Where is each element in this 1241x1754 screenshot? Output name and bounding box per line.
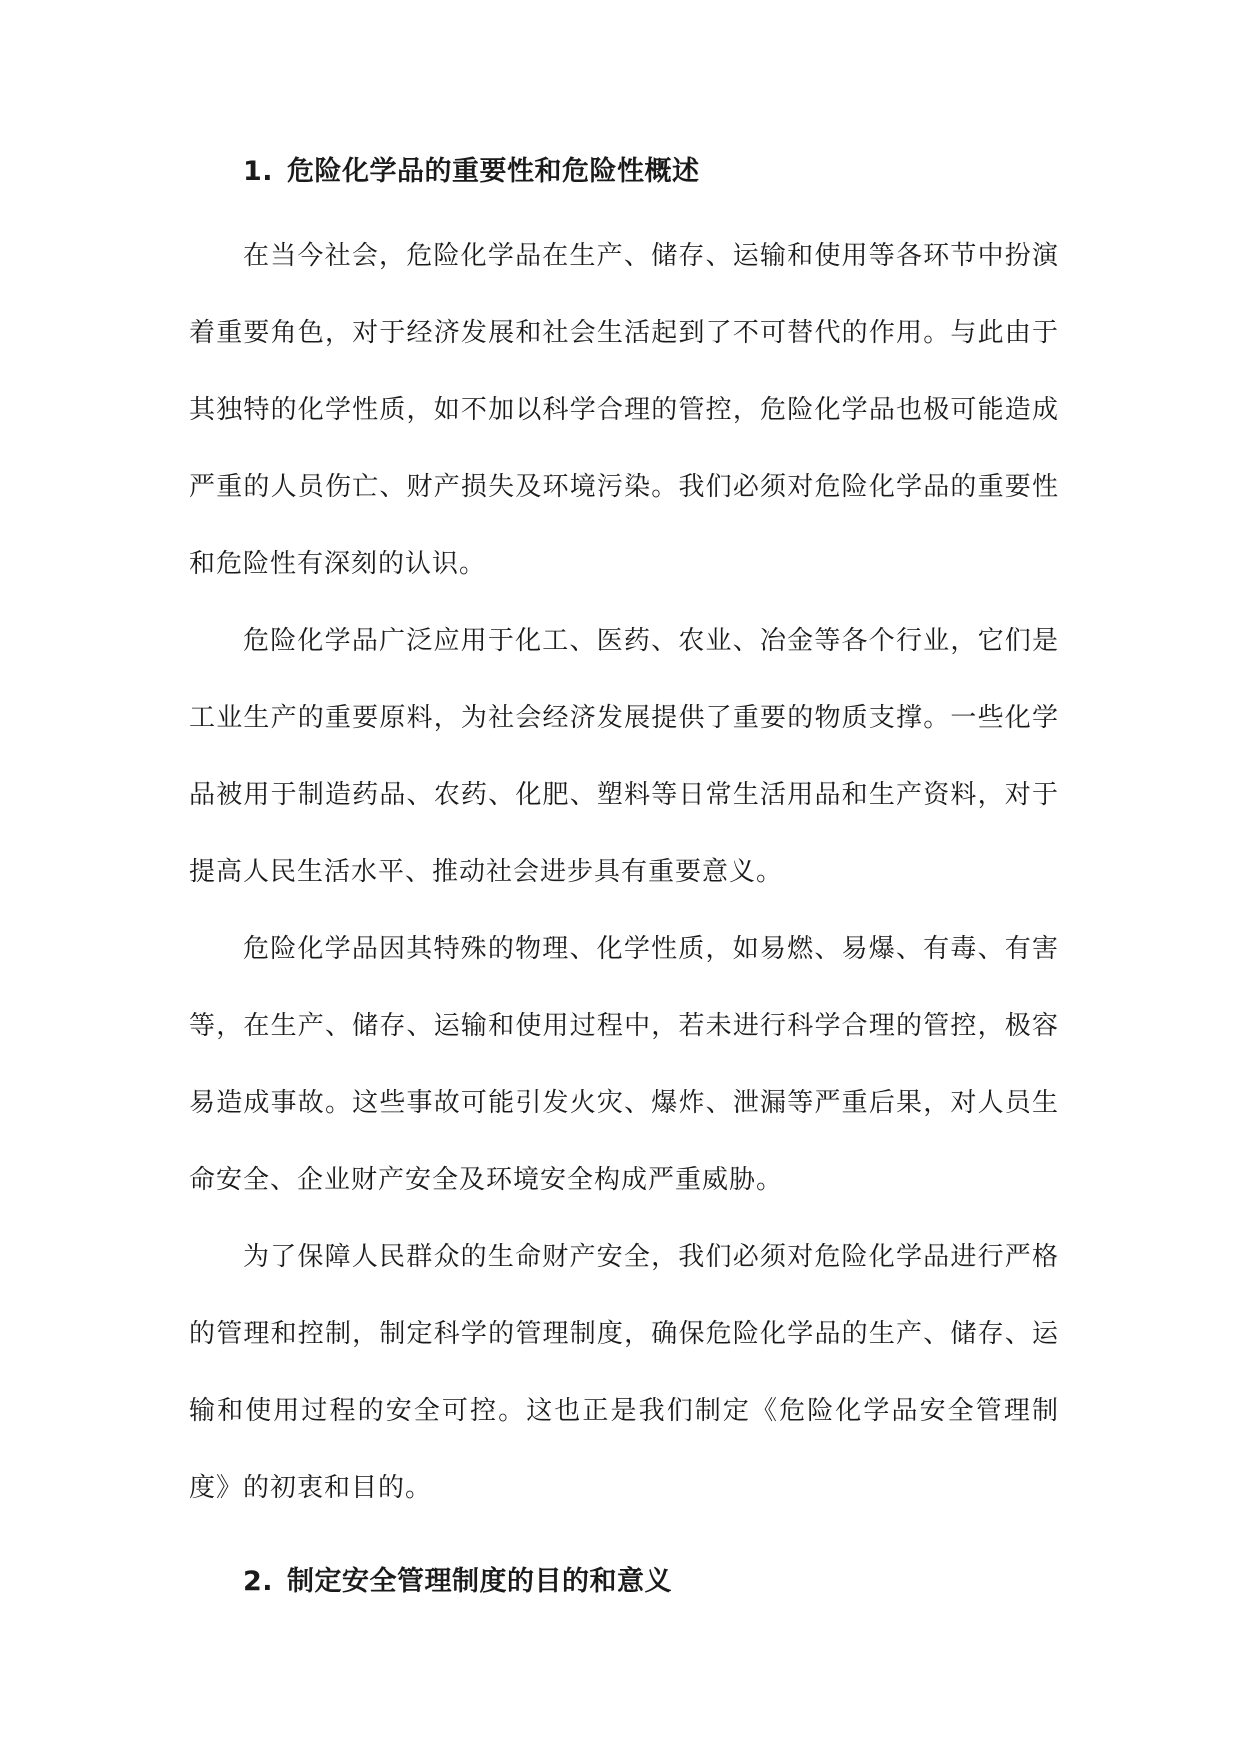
section-1-number: 1. bbox=[243, 156, 274, 187]
section-1-title: 危险化学品的重要性和危险性概述 bbox=[287, 156, 700, 187]
paragraph: 在当今社会，危险化学品在生产、储存、运输和使用等各环节中扮演着重要角色，对于经济发展和社会生活起到了不可替代的作用。与此由于其独特的化学性质，如不加以科学合理的管控，危险化学品也极可能造成严重的人员伤亡、财产损失及环境污染。我们必须对危险化学品的重要性和危险性有深刻的认识。 bbox=[189, 241, 1059, 579]
section-1-heading bbox=[189, 150, 1059, 194]
section-1-body bbox=[189, 218, 1059, 1527]
section-2-heading bbox=[189, 1560, 1059, 1604]
paragraph: 危险化学品广泛应用于化工、医药、农业、冶金等各个行业，它们是工业生产的重要原料，为社会经济发展提供了重要的物质支撑。一些化学品被用于制造药品、农药、化肥、塑料等日常生活用品和生产资料，对于提高人民生活水平、推动社会进步具有重要意义。 bbox=[189, 626, 1059, 887]
document-body bbox=[189, 150, 1059, 1604]
paragraph: 为了保障人民群众的生命财产安全，我们必须对危险化学品进行严格的管理和控制，制定科学的管理制度，确保危险化学品的生产、储存、运输和使用过程的安全可控。这也正是我们制定《危险化学品安全管理制度》的初衷和目的。 bbox=[189, 1242, 1059, 1503]
section-2-title: 制定安全管理制度的目的和意义 bbox=[287, 1566, 673, 1597]
section-2-number: 2. bbox=[243, 1566, 274, 1597]
paragraph: 危险化学品因其特殊的物理、化学性质，如易燃、易爆、有毒、有害等，在生产、储存、运输和使用过程中，若未进行科学合理的管控，极容易造成事故。这些事故可能引发火灾、爆炸、泄漏等严重后果，对人员生命安全、企业财产安全及环境安全构成严重威胁。 bbox=[189, 934, 1059, 1195]
